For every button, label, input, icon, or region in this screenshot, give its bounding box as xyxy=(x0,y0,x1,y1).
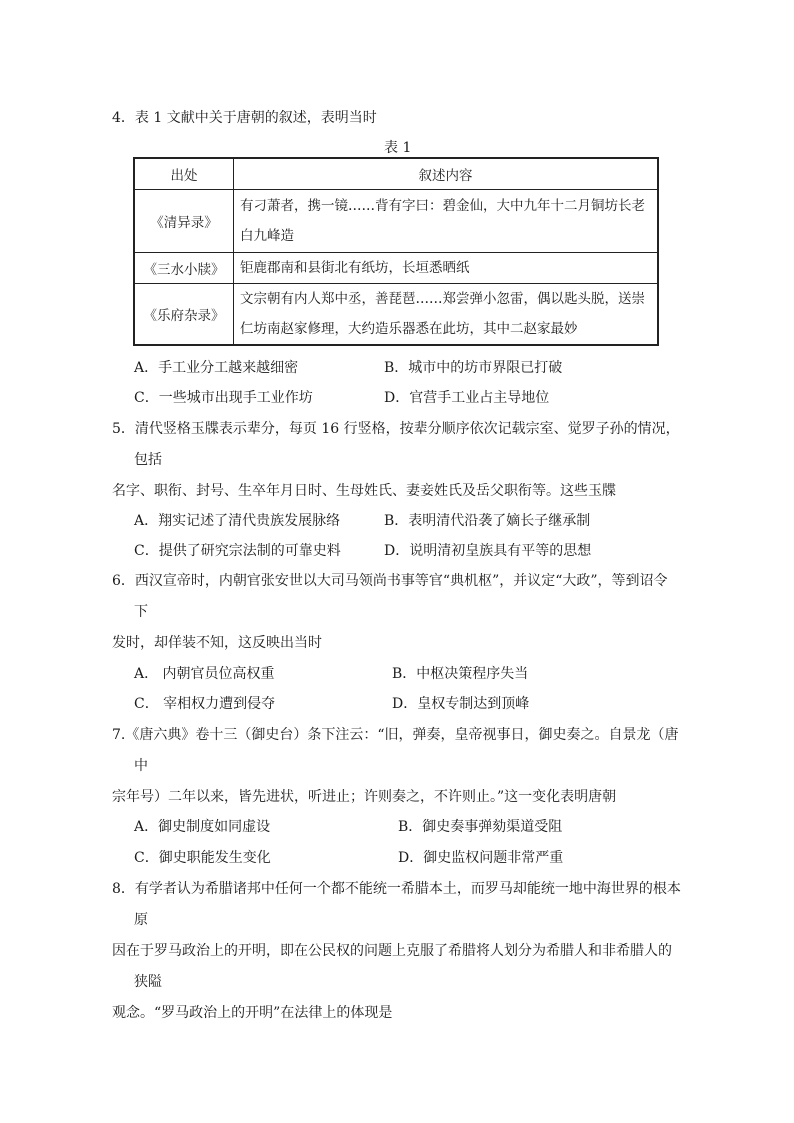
q7-option-c: C．御史职能发生变化 xyxy=(134,850,271,866)
q5-option-b: B．表明清代沿袭了嫡长子继承制 xyxy=(384,513,591,529)
q6-stem-line-2: 下 xyxy=(134,604,148,620)
q8-stem-line-4: 狭隘 xyxy=(134,974,162,990)
table-title: 表 1 xyxy=(384,140,412,156)
row-source: 《清异录》 xyxy=(134,190,234,253)
table-row xyxy=(134,284,658,346)
q5-option-a: A．翔实记述了清代贵族发展脉络 xyxy=(134,513,341,529)
table-header-row xyxy=(134,158,658,190)
table-row xyxy=(134,253,658,284)
header-source: 出处 xyxy=(134,158,234,190)
q4-option-d: D．官营手工业占主导地位 xyxy=(384,390,550,406)
q8-stem-line-2: 原 xyxy=(134,912,148,928)
q8-stem-line-5: 观念。“罗马政治上的开明”在法律上的体现是 xyxy=(112,1005,393,1021)
q6-option-a: A． 内朝官员位高权重 xyxy=(134,666,275,682)
row-content: 钜鹿郡南和县街北有纸坊，长垣悉晒纸 xyxy=(234,253,659,284)
q4-stem: 4．表 1 文献中关于唐朝的叙述，表明当时 xyxy=(112,110,377,126)
header-content: 叙述内容 xyxy=(234,158,659,190)
q4-option-c: C．一些城市出现手工业作坊 xyxy=(134,390,313,406)
q6-stem-line-1: 6．西汉宣帝时，内朝官张安世以大司马领尚书事等官“典机枢”，并议定“大政”，等到诏令 xyxy=(112,573,668,589)
q6-option-b: B．中枢决策程序失当 xyxy=(392,666,529,682)
q7-option-d: D．御史监权问题非常严重 xyxy=(398,850,564,866)
row-content: 有刁萧者，携一镜……背有字曰：碧金仙，大中九年十二月铜坊长老白九峰造 xyxy=(234,190,659,253)
row-source: 《乐府杂录》 xyxy=(134,284,234,346)
q6-stem-line-3: 发时，却佯装不知，这反映出当时 xyxy=(112,635,322,651)
row-source: 《三水小牍》 xyxy=(134,253,234,284)
q8-stem-line-3: 因在于罗马政治上的开明，即在公民权的问题上克服了希腊将人划分为希腊人和非希腊人的 xyxy=(112,943,672,959)
table-1 xyxy=(133,157,659,346)
q5-option-c: C．提供了研究宗法制的可靠史料 xyxy=(134,543,341,559)
q4-option-a: A．手工业分工越来越细密 xyxy=(134,360,299,376)
q6-option-c: C． 宰相权力遭到侵夺 xyxy=(134,696,276,712)
q4-option-b: B．城市中的坊市界限已打破 xyxy=(384,360,563,376)
q8-stem-line-1: 8．有学者认为希腊诸邦中任何一个都不能统一希腊本土，而罗马却能统一地中海世界的根本 xyxy=(112,881,681,897)
q5-stem-line-2: 包括 xyxy=(134,452,162,468)
q7-option-a: A．御史制度如同虚设 xyxy=(134,819,271,835)
q5-stem-line-3: 名字、职衔、封号、生卒年月日时、生母姓氏、妻妾姓氏及岳父职衔等。这些玉牒 xyxy=(112,483,616,499)
q6-option-d: D．皇权专制达到顶峰 xyxy=(392,696,530,712)
q7-option-b: B．御史奏事弹劾渠道受阻 xyxy=(398,819,563,835)
q7-stem-line-1: 7.《唐六典》卷十三（御史台）条下注云：“旧，弹奏，皇帝视事日，御史奏之。自景龙（唐 xyxy=(112,727,679,743)
q5-stem-line-1: 5．清代竖格玉牒表示辈分，每页 16 行竖格，按辈分顺序依次记载宗室、觉罗子孙的情况， xyxy=(112,421,680,437)
q7-stem-line-3: 宗年号）二年以来，皆先进状，听进止；许则奏之，不许则止。”这一变化表明唐朝 xyxy=(112,789,617,805)
q7-stem-line-2: 中 xyxy=(134,758,148,774)
row-content: 文宗朝有内人郑中丞，善琵琶……郑尝弹小忽雷，偶以匙头脱，送崇仁坊南赵家修理，大约造乐器悉在此坊，其中二赵家最妙 xyxy=(234,284,659,346)
table-row xyxy=(134,190,658,253)
q5-option-d: D．说明清初皇族具有平等的思想 xyxy=(384,543,592,559)
